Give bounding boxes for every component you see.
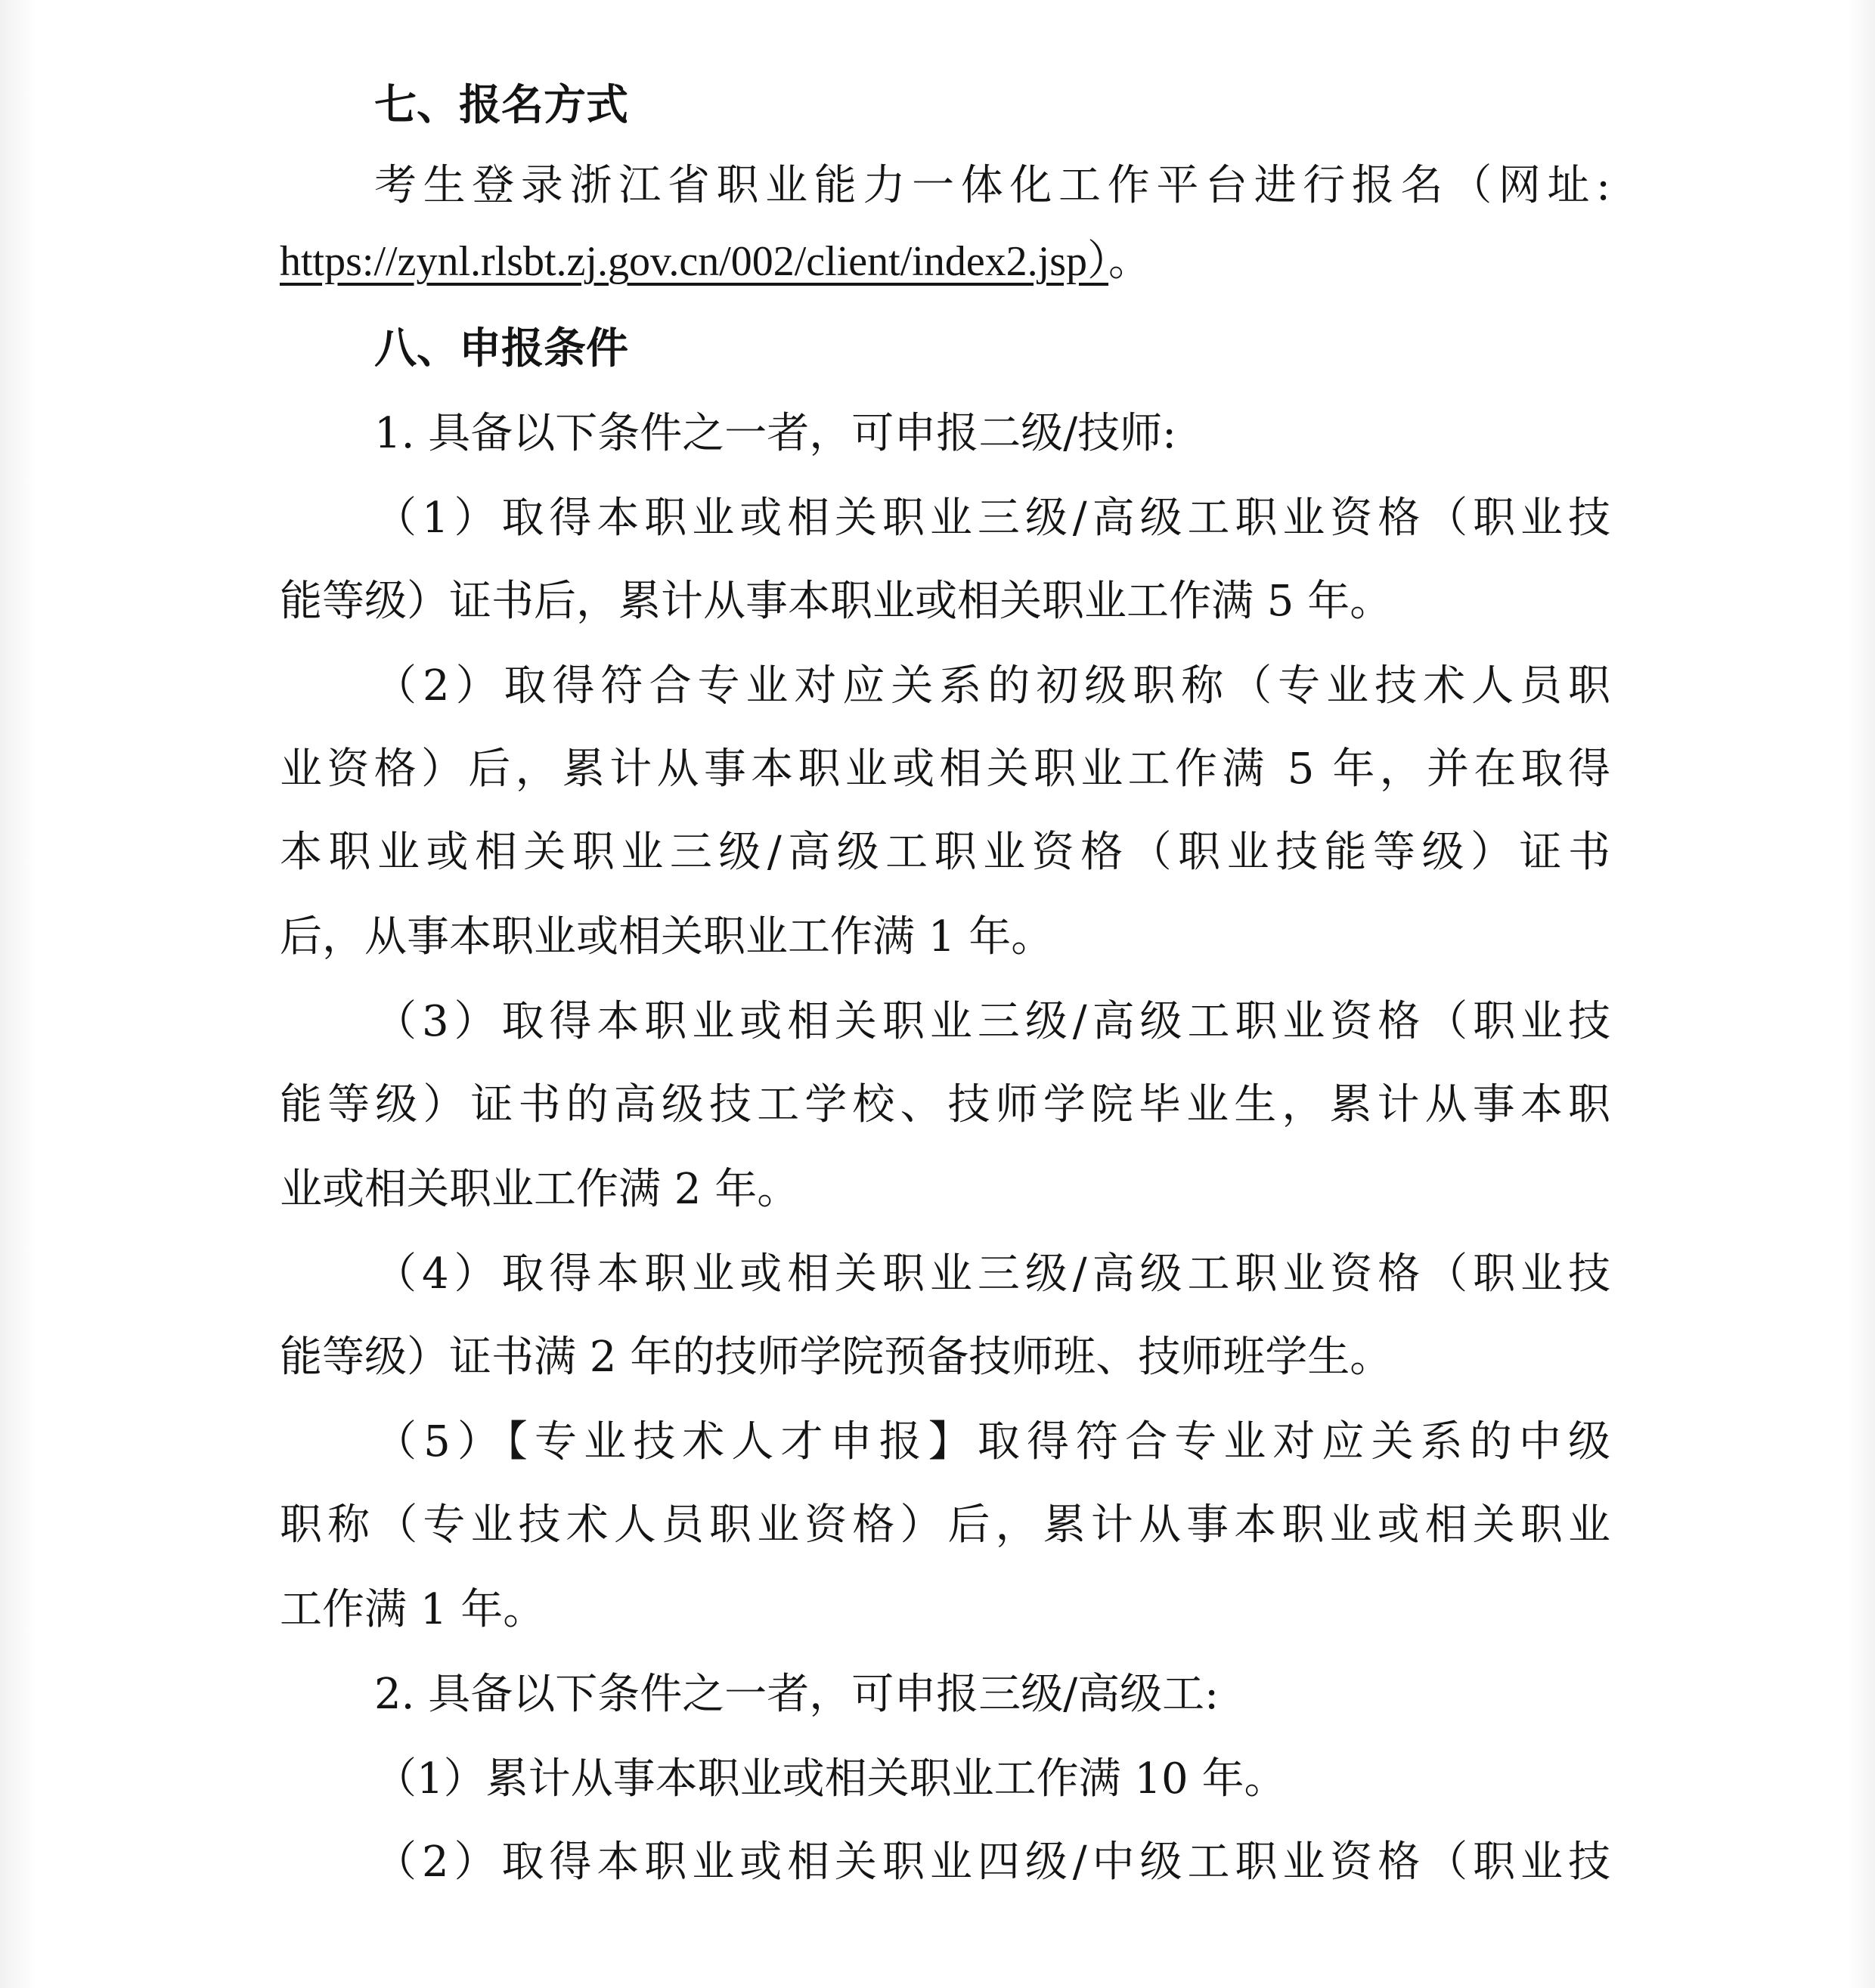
condition-1-2-line-2: 业资格）后，累计从事本职业或相关职业工作满 5 年，并在取得 [280,745,1610,794]
condition-1-5-line-3: 工作满 1 年。 [280,1585,546,1634]
condition-2-2-line-1: （2）取得本职业或相关职业四级/中级工职业资格（职业技 [374,1838,1610,1887]
registration-url-row [280,237,1151,286]
condition-1-1-line-1: （1）取得本职业或相关职业三级/高级工职业资格（职业技 [374,494,1610,543]
condition-1-4-line-1: （4）取得本职业或相关职业三级/高级工职业资格（职业技 [374,1249,1610,1299]
condition-1-5-line-2: 职称（专业技术人员职业资格）后，累计从事本职业或相关职业 [280,1500,1610,1550]
registration-url-link[interactable]: https://zynl.rlsbt.zj.gov.cn/002/client/index2.jsp [280,238,1088,285]
condition-1-1-line-2: 能等级）证书后，累计从事本职业或相关职业工作满 5 年。 [280,577,1393,626]
condition-1-3-line-1: （3）取得本职业或相关职业三级/高级工职业资格（职业技 [374,997,1610,1046]
registration-url-end: 。 [1108,237,1151,286]
condition-1-3-line-2: 能等级）证书的高级技工学校、技师学院毕业生，累计从事本职 [280,1080,1610,1129]
registration-text-line-1: 考生登录浙江省职业能力一体化工作平台进行报名（网址: [374,161,1610,210]
condition-2-1-line-1: （1）累计从事本职业或相关职业工作满 10 年。 [374,1754,1287,1804]
condition-1-5-line-1: （5）【专业技术人才申报】取得符合专业对应关系的中级 [374,1417,1610,1466]
section-heading-conditions: 八、申报条件 [374,324,628,373]
scan-left-edge [0,0,36,1988]
condition-1-4-line-2: 能等级）证书满 2 年的技师学院预备技师班、技师班学生。 [280,1333,1393,1382]
condition-1-2-line-4: 后，从事本职业或相关职业工作满 1 年。 [280,912,1054,961]
section-heading-registration: 七、报名方式 [374,81,628,130]
registration-url-close: ） [1087,237,1109,286]
condition-1-2-line-1: （2）取得符合专业对应关系的初级职称（专业技术人员职 [374,661,1610,711]
condition-2-intro: 2. 具备以下条件之一者，可申报三级/高级工: [374,1670,1219,1719]
scan-right-edge [1848,0,1875,1988]
condition-1-intro: 1. 具备以下条件之一者，可申报二级/技师: [374,409,1176,458]
condition-1-3-line-3: 业或相关职业工作满 2 年。 [280,1165,800,1214]
condition-1-2-line-3: 本职业或相关职业三级/高级工职业资格（职业技能等级）证书 [280,828,1610,877]
